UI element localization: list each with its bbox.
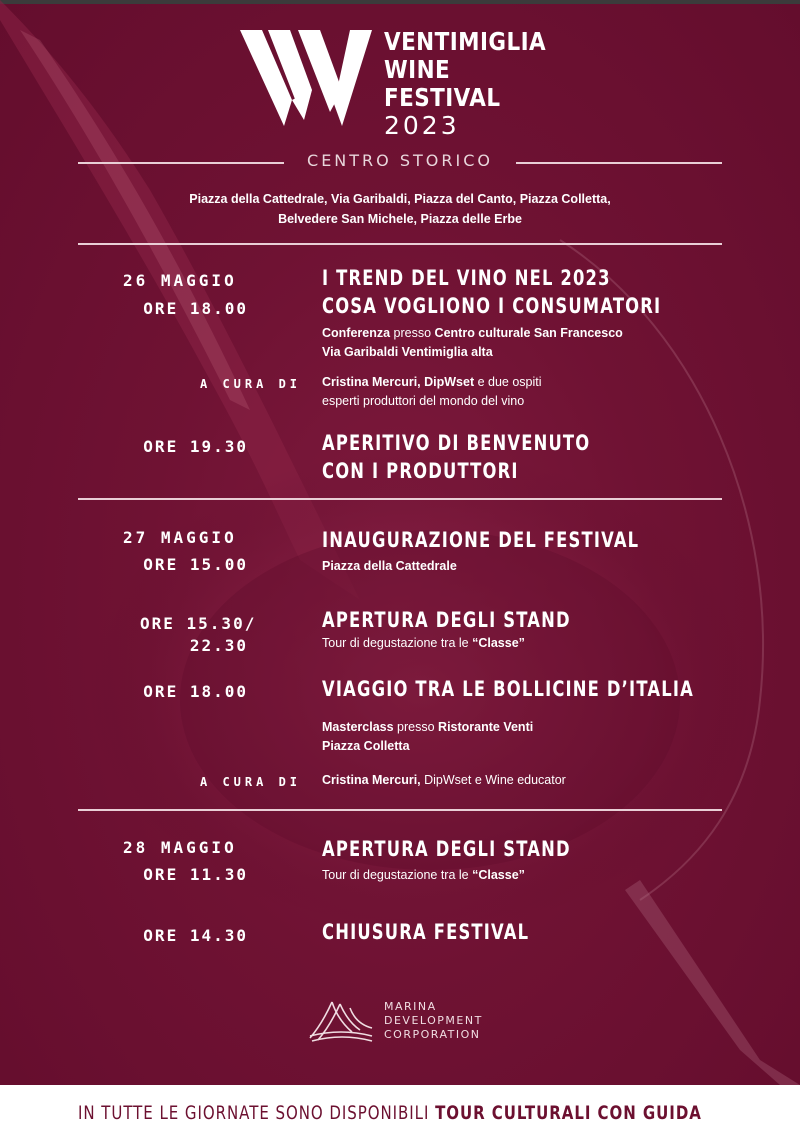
event-time: ORE 15.00 [143,555,248,574]
event-title: I TREND DEL VINO NEL 2023 [322,266,611,290]
day-date: 28 MAGGIO [123,838,237,857]
event-time: ORE 14.30 [143,926,248,945]
event-time: ORE 15.30/ [140,614,257,633]
event-curator: Cristina Mercuri, DipWset e due ospiti [322,375,542,389]
event-curator: Cristina Mercuri, DipWset e Wine educator [322,773,566,787]
divider [78,162,284,164]
event-title: APERTURA DEGLI STAND [322,837,571,861]
event-title: APERITIVO DI BENVENUTO [322,431,591,455]
location-places-line-1: Piazza della Cattedrale, Via Garibaldi, Piazza del Canto, Piazza Colletta, [189,192,611,206]
event-time: ORE 19.30 [143,437,248,456]
event-detail: Piazza Colletta [322,739,410,753]
event-time: ORE 11.30 [143,865,248,884]
day-date: 26 MAGGIO [123,271,237,290]
event-title: CON I PRODUTTORI [322,459,519,483]
brand-line-3: FESTIVAL [384,83,501,112]
event-time: ORE 18.00 [143,682,248,701]
event-curator: esperti produttori del mondo del vino [322,394,525,408]
event-title: CHIUSURA FESTIVAL [322,920,530,944]
event-detail: Tour di degustazione tra le “Classe” [322,868,525,882]
event-title: INAUGURAZIONE DEL FESTIVAL [322,528,640,552]
divider [78,243,722,245]
brand-year: 2023 [384,111,460,140]
event-title: COSA VOGLIONO I CONSUMATORI [322,294,662,318]
divider [78,809,722,811]
event-detail: Tour di degustazione tra le “Classe” [322,636,525,650]
brand-line-1: VENTIMIGLIA [384,27,547,56]
event-detail: Via Garibaldi Ventimiglia alta [322,345,493,359]
curated-by-label: A CURA DI [200,377,302,391]
vw-logo-icon [240,30,372,126]
curated-by-label: A CURA DI [200,775,302,789]
event-title: VIAGGIO TRA LE BOLLICINE D’ITALIA [322,677,694,701]
divider [516,162,722,164]
event-time: 22.30 [189,636,248,655]
brand-line-2: WINE [384,55,451,84]
event-detail: Masterclass presso Ristorante Venti [322,720,534,734]
event-time: ORE 18.00 [143,299,248,318]
glass-stem-shape [625,880,800,1085]
event-title: APERTURA DEGLI STAND [322,608,571,632]
location-places-line-2: Belvedere San Michele, Piazza delle Erbe [278,212,522,226]
footer-text: IN TUTTE LE GIORNATE SONO DISPONIBILI TOUR CULTURALI CON GUIDA [78,1102,702,1124]
sponsor-name: MARINA DEVELOPMENT CORPORATION [384,1000,483,1041]
divider [78,498,722,500]
day-date: 27 MAGGIO [123,528,237,547]
event-detail: Conferenza presso Centro culturale San Francesco [322,326,623,340]
marina-development-logo-icon [308,1000,374,1042]
event-detail: Piazza della Cattedrale [322,559,457,573]
location-heading: CENTRO STORICO [307,151,493,170]
